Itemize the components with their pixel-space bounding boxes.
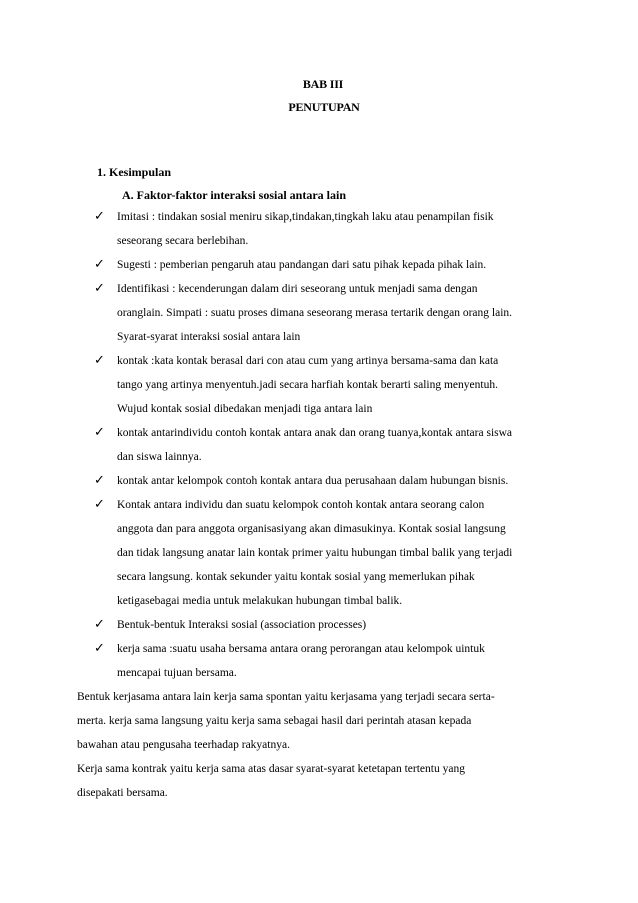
chapter-subtitle: PENUTUPAN xyxy=(288,100,360,114)
bullet-line: mencapai tujuan bersama. xyxy=(117,667,237,679)
paragraph-line: bawahan atau pengusaha teerhadap rakyatnya. xyxy=(77,739,290,751)
section-heading: 1. Kesimpulan xyxy=(97,165,172,179)
bullet-line: Imitasi : tindakan sosial meniru sikap,tindakan,tingkah laku atau penampilan fisik xyxy=(117,211,494,223)
check-mark-icon: ✓ xyxy=(94,497,105,512)
paragraph-line: merta. kerja sama langsung yaitu kerja sama sebagai hasil dari perintah atasan kepada xyxy=(77,715,472,727)
check-mark-icon: ✓ xyxy=(94,353,105,368)
check-mark-icon: ✓ xyxy=(94,473,105,488)
bullet-line: Kontak antara individu dan suatu kelompok contoh kontak antara seorang calon xyxy=(117,499,485,511)
check-mark-icon: ✓ xyxy=(94,281,105,296)
check-mark-icon: ✓ xyxy=(94,209,105,224)
check-mark-icon: ✓ xyxy=(94,425,105,440)
bullet-line: kontak :kata kontak berasal dari con atau cum yang artinya bersama-sama dan kata xyxy=(117,355,499,367)
check-mark-icon: ✓ xyxy=(94,257,105,272)
paragraph-line: Kerja sama kontrak yaitu kerja sama atas dasar syarat-syarat ketetapan tertentu yang xyxy=(77,763,465,775)
check-mark-icon: ✓ xyxy=(94,617,105,632)
paragraph-line: disepakati bersama. xyxy=(77,787,168,799)
bullet-line: dan tidak langsung anatar lain kontak primer yaitu hubungan timbal balik yang terjadi xyxy=(117,547,513,559)
check-mark-icon: ✓ xyxy=(94,641,105,656)
bullet-line: oranglain. Simpati : suatu proses dimana seseorang merasa tertarik dengan orang lain. xyxy=(117,307,513,319)
section-subheading: A. Faktor-faktor interaksi sosial antara lain xyxy=(122,188,346,202)
bullet-line: seseorang secara berlebihan. xyxy=(117,235,249,247)
bullet-line: kerja sama :suatu usaha bersama antara orang perorangan atau kelompok uintuk xyxy=(117,643,485,655)
bullet-line: kontak antar kelompok contoh kontak antara dua perusahaan dalam hubungan bisnis. xyxy=(117,475,509,487)
bullet-line: dan siswa lainnya. xyxy=(117,451,202,463)
bullet-line: tango yang artinya menyentuh.jadi secara harfiah kontak berarti saling menyentuh. xyxy=(117,379,498,391)
paragraph-line: Bentuk kerjasama antara lain kerja sama spontan yaitu kerjasama yang terjadi secara serta- xyxy=(77,691,495,703)
bullet-line: anggota dan para anggota organisasiyang akan dimasukinya. Kontak sosial langsung xyxy=(117,523,506,535)
bullet-line: Identifikasi : kecenderungan dalam diri seseorang untuk menjadi sama dengan xyxy=(117,283,478,295)
bullet-line: Syarat-syarat interaksi sosial antara lain xyxy=(117,331,301,343)
chapter-title: BAB III xyxy=(302,77,344,91)
bullet-line: Wujud kontak sosial dibedakan menjadi tiga antara lain xyxy=(117,403,373,415)
bullet-line: secara langsung. kontak sekunder yaitu kontak sosial yang memerlukan pihak xyxy=(117,571,475,583)
bullet-line: ketigasebagai media untuk melakukan hubungan timbal balik. xyxy=(117,595,403,607)
bullet-line: Bentuk-bentuk Interaksi sosial (association processes) xyxy=(117,619,367,631)
bullet-line: Sugesti : pemberian pengaruh atau pandangan dari satu pihak kepada pihak lain. xyxy=(117,259,487,271)
bullet-line: kontak antarindividu contoh kontak antara anak dan orang tuanya,kontak antara siswa xyxy=(117,427,513,439)
